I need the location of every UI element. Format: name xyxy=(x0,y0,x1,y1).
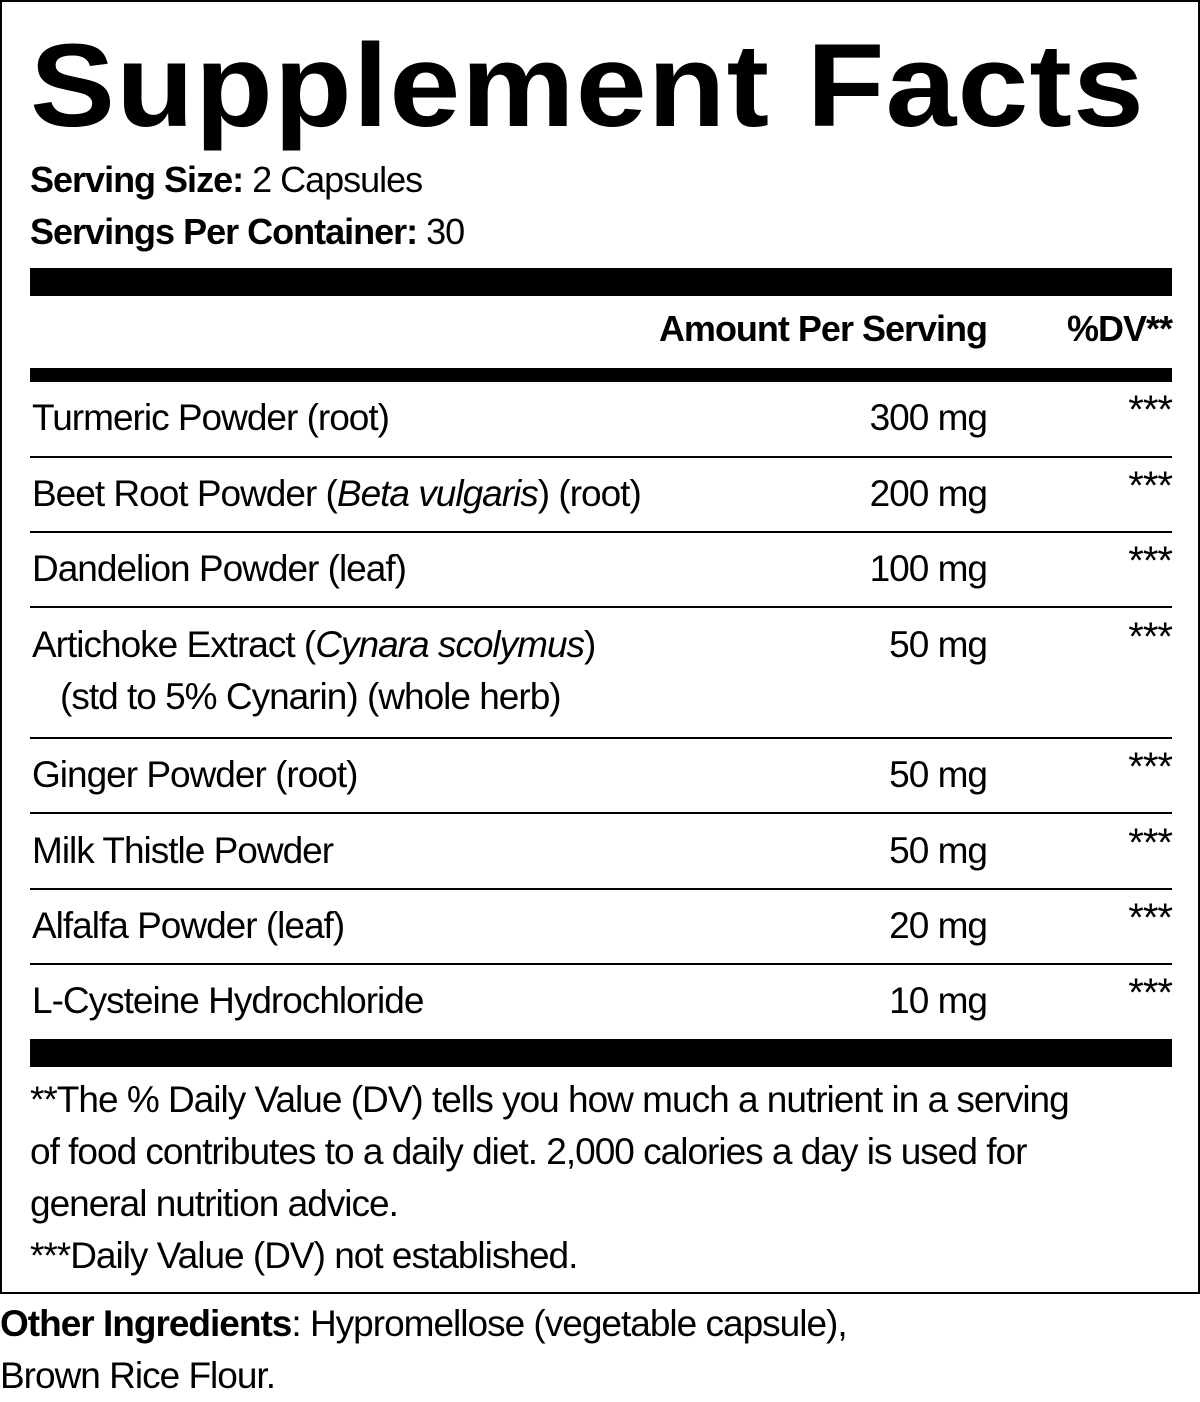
ingredient-amount: 50 mg xyxy=(889,754,987,795)
servings-per-container xyxy=(30,208,464,256)
row-divider xyxy=(30,456,1172,458)
panel-title: Supplement Facts xyxy=(30,20,1145,152)
ingredient-amount: 50 mg xyxy=(889,624,987,665)
footnote-line: ***Daily Value (DV) not established. xyxy=(30,1235,578,1276)
ingredient-name: L-Cysteine Hydrochloride xyxy=(32,980,424,1021)
header-amount-per-serving: Amount Per Serving xyxy=(658,308,987,349)
bottom-thick-bar xyxy=(30,1039,1172,1067)
servings-per-container-label: Servings Per Container: xyxy=(30,211,418,252)
ingredient-name: Artichoke Extract (Cynara scolymus) xyxy=(32,624,596,665)
footnote-line: of food contributes to a daily diet. 2,000 calories a day is used for xyxy=(30,1131,1027,1172)
serving-size-value: 2 Capsules xyxy=(243,159,423,200)
row-divider xyxy=(30,531,1172,533)
row-divider xyxy=(30,963,1172,965)
row-divider xyxy=(30,888,1172,890)
ingredient-amount: 200 mg xyxy=(869,473,987,514)
ingredient-dv: *** xyxy=(1128,539,1172,583)
top-thick-bar xyxy=(30,268,1172,296)
ingredient-amount: 100 mg xyxy=(869,548,987,589)
header-bar xyxy=(30,368,1172,382)
servings-per-container-value: 30 xyxy=(417,211,465,252)
other-ingredients-continued: Brown Rice Flour. xyxy=(0,1355,275,1396)
other-ingredients-label: Other Ingredients xyxy=(0,1303,292,1344)
other-ingredients xyxy=(0,1298,847,1350)
ingredient-dv: *** xyxy=(1128,388,1172,432)
ingredient-name: Turmeric Powder (root) xyxy=(32,397,389,438)
ingredient-amount: 50 mg xyxy=(889,830,987,871)
ingredient-amount: 300 mg xyxy=(869,397,987,438)
footnote-line: **The % Daily Value (DV) tells you how much a nutrient in a serving xyxy=(30,1079,1069,1120)
ingredient-dv: *** xyxy=(1128,464,1172,508)
ingredient-dv: *** xyxy=(1128,615,1172,659)
ingredient-dv: *** xyxy=(1128,896,1172,940)
ingredient-name: Milk Thistle Powder xyxy=(32,830,334,871)
other-ingredients-list: : Hypromellose (vegetable capsule), xyxy=(291,1303,847,1344)
row-divider xyxy=(30,606,1172,608)
header-daily-value: %DV** xyxy=(1066,308,1172,349)
ingredient-amount: 10 mg xyxy=(889,980,987,1021)
ingredient-amount: 20 mg xyxy=(889,905,987,946)
row-divider xyxy=(30,812,1172,814)
ingredient-name: Dandelion Powder (leaf) xyxy=(32,548,406,589)
ingredient-name: Beet Root Powder (Beta vulgaris) (root) xyxy=(32,473,641,514)
ingredient-dv: *** xyxy=(1128,971,1172,1015)
serving-size-label: Serving Size: xyxy=(30,159,244,200)
ingredient-name: Ginger Powder (root) xyxy=(32,754,358,795)
footnote-line: general nutrition advice. xyxy=(30,1183,398,1224)
ingredient-name: Alfalfa Powder (leaf) xyxy=(32,905,345,946)
table-header xyxy=(30,302,1172,362)
serving-size xyxy=(30,156,422,204)
ingredient-dv: *** xyxy=(1128,821,1172,865)
ingredient-dv: *** xyxy=(1128,745,1172,789)
row-divider xyxy=(30,737,1172,739)
ingredient-name-detail: (std to 5% Cynarin) (whole herb) xyxy=(60,676,561,717)
